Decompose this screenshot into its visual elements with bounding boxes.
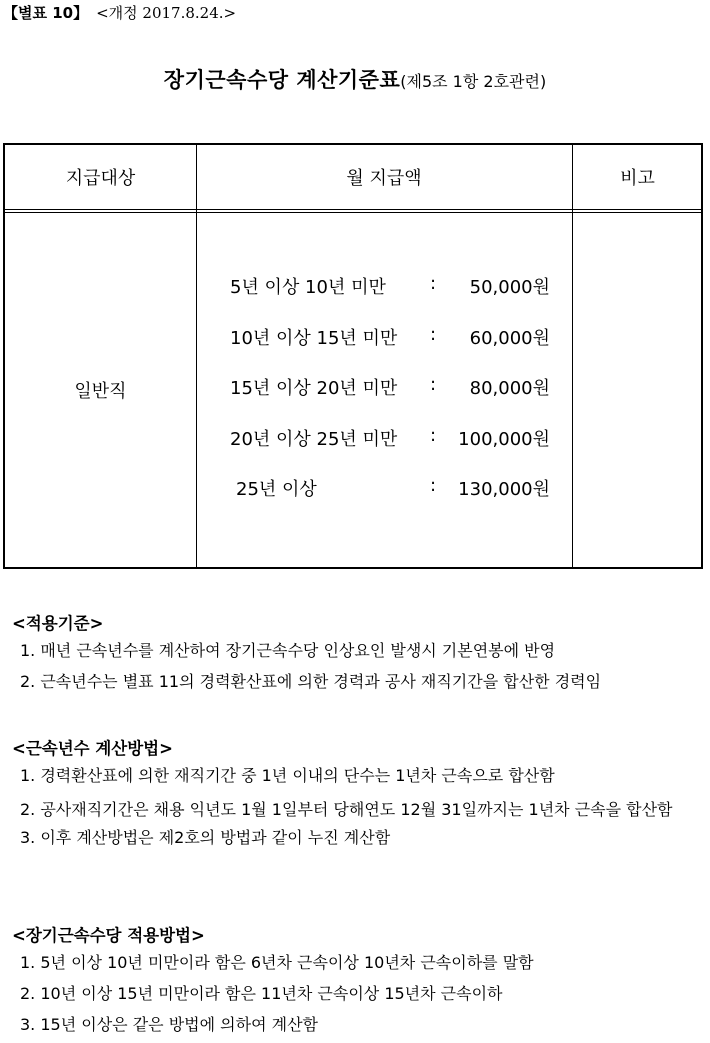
target-general: 일반직 bbox=[74, 381, 127, 402]
section-title: <적용기준> bbox=[12, 614, 104, 633]
allowance-table bbox=[3, 143, 703, 569]
header-target: 지급대상 bbox=[65, 168, 136, 189]
tenure-range: 15년 이상 20년 미만 bbox=[230, 378, 398, 399]
list-item: 3. 이후 계산방법은 제2호의 방법과 같이 누진 계산함 bbox=[20, 828, 391, 847]
separator-colon: : bbox=[430, 424, 437, 446]
page-title bbox=[0, 64, 710, 94]
title-sub: (제5조 1항 2호관련) bbox=[400, 72, 547, 91]
list-item: 3. 15년 이상은 같은 방법에 의하여 계산함 bbox=[20, 1015, 318, 1034]
tenure-range: 25년 이상 bbox=[236, 479, 317, 500]
header-remarks: 비고 bbox=[620, 168, 655, 189]
list-item: 1. 5년 이상 10년 미만이라 함은 6년차 근속이상 10년차 근속이하를 말함 bbox=[20, 953, 534, 972]
amount-value: 130,000원 bbox=[458, 479, 550, 500]
amount-value: 80,000원 bbox=[469, 378, 550, 399]
section-tenure-method bbox=[12, 735, 707, 856]
tenure-range: 20년 이상 25년 미만 bbox=[230, 428, 398, 450]
list-item: 1. 매년 근속년수를 계산하여 장기근속수당 인상요인 발생시 기본연봉에 반영 bbox=[20, 641, 556, 660]
header-monthly-amount: 월 지급액 bbox=[346, 168, 422, 189]
amount-value: 60,000원 bbox=[469, 327, 550, 349]
header-divider-top bbox=[5, 209, 701, 210]
amount-list bbox=[230, 273, 550, 526]
amount-row bbox=[230, 475, 550, 526]
appendix-tag: 【별표 10】 bbox=[3, 4, 89, 22]
amount-row bbox=[230, 273, 550, 324]
amount-value: 50,000원 bbox=[469, 277, 550, 298]
separator-colon: : bbox=[430, 374, 437, 395]
separator-colon: : bbox=[430, 323, 437, 345]
list-item: 2. 10년 이상 15년 미만이라 함은 11년차 근속이상 15년차 근속이하 bbox=[20, 984, 503, 1003]
section-title: <장기근속수당 적용방법> bbox=[12, 926, 205, 945]
list-item: 2. 근속년수는 별표 11의 경력환산표에 의한 경력과 공사 재직기간을 합산한 경력임 bbox=[20, 672, 602, 691]
section-title: <근속년수 계산방법> bbox=[12, 739, 173, 758]
separator-colon: : bbox=[430, 475, 437, 496]
amount-row bbox=[230, 374, 550, 425]
separator-colon: : bbox=[430, 273, 437, 294]
title-main: 장기근속수당 계산기준표 bbox=[163, 68, 401, 92]
list-item: 2. 공사재직기간은 채용 익년도 1월 1일부터 당해연도 12월 31일까지는 1년차 근속을 합산함 bbox=[20, 800, 673, 819]
section-criteria bbox=[12, 610, 707, 700]
amount-row bbox=[230, 324, 550, 375]
revision-date: <개정 2017.8.24.> bbox=[96, 4, 237, 22]
amount-value: 100,000원 bbox=[458, 428, 550, 450]
tenure-range: 10년 이상 15년 미만 bbox=[230, 327, 398, 349]
section-application bbox=[12, 922, 707, 1043]
list-item: 1. 경력환산표에 의한 재직기간 중 1년 이내의 단수는 1년차 근속으로 합산함 bbox=[20, 766, 555, 785]
tenure-range: 5년 이상 10년 미만 bbox=[230, 277, 386, 298]
remarks-cell bbox=[572, 213, 703, 567]
amount-row bbox=[230, 425, 550, 476]
doc-header bbox=[3, 2, 236, 23]
